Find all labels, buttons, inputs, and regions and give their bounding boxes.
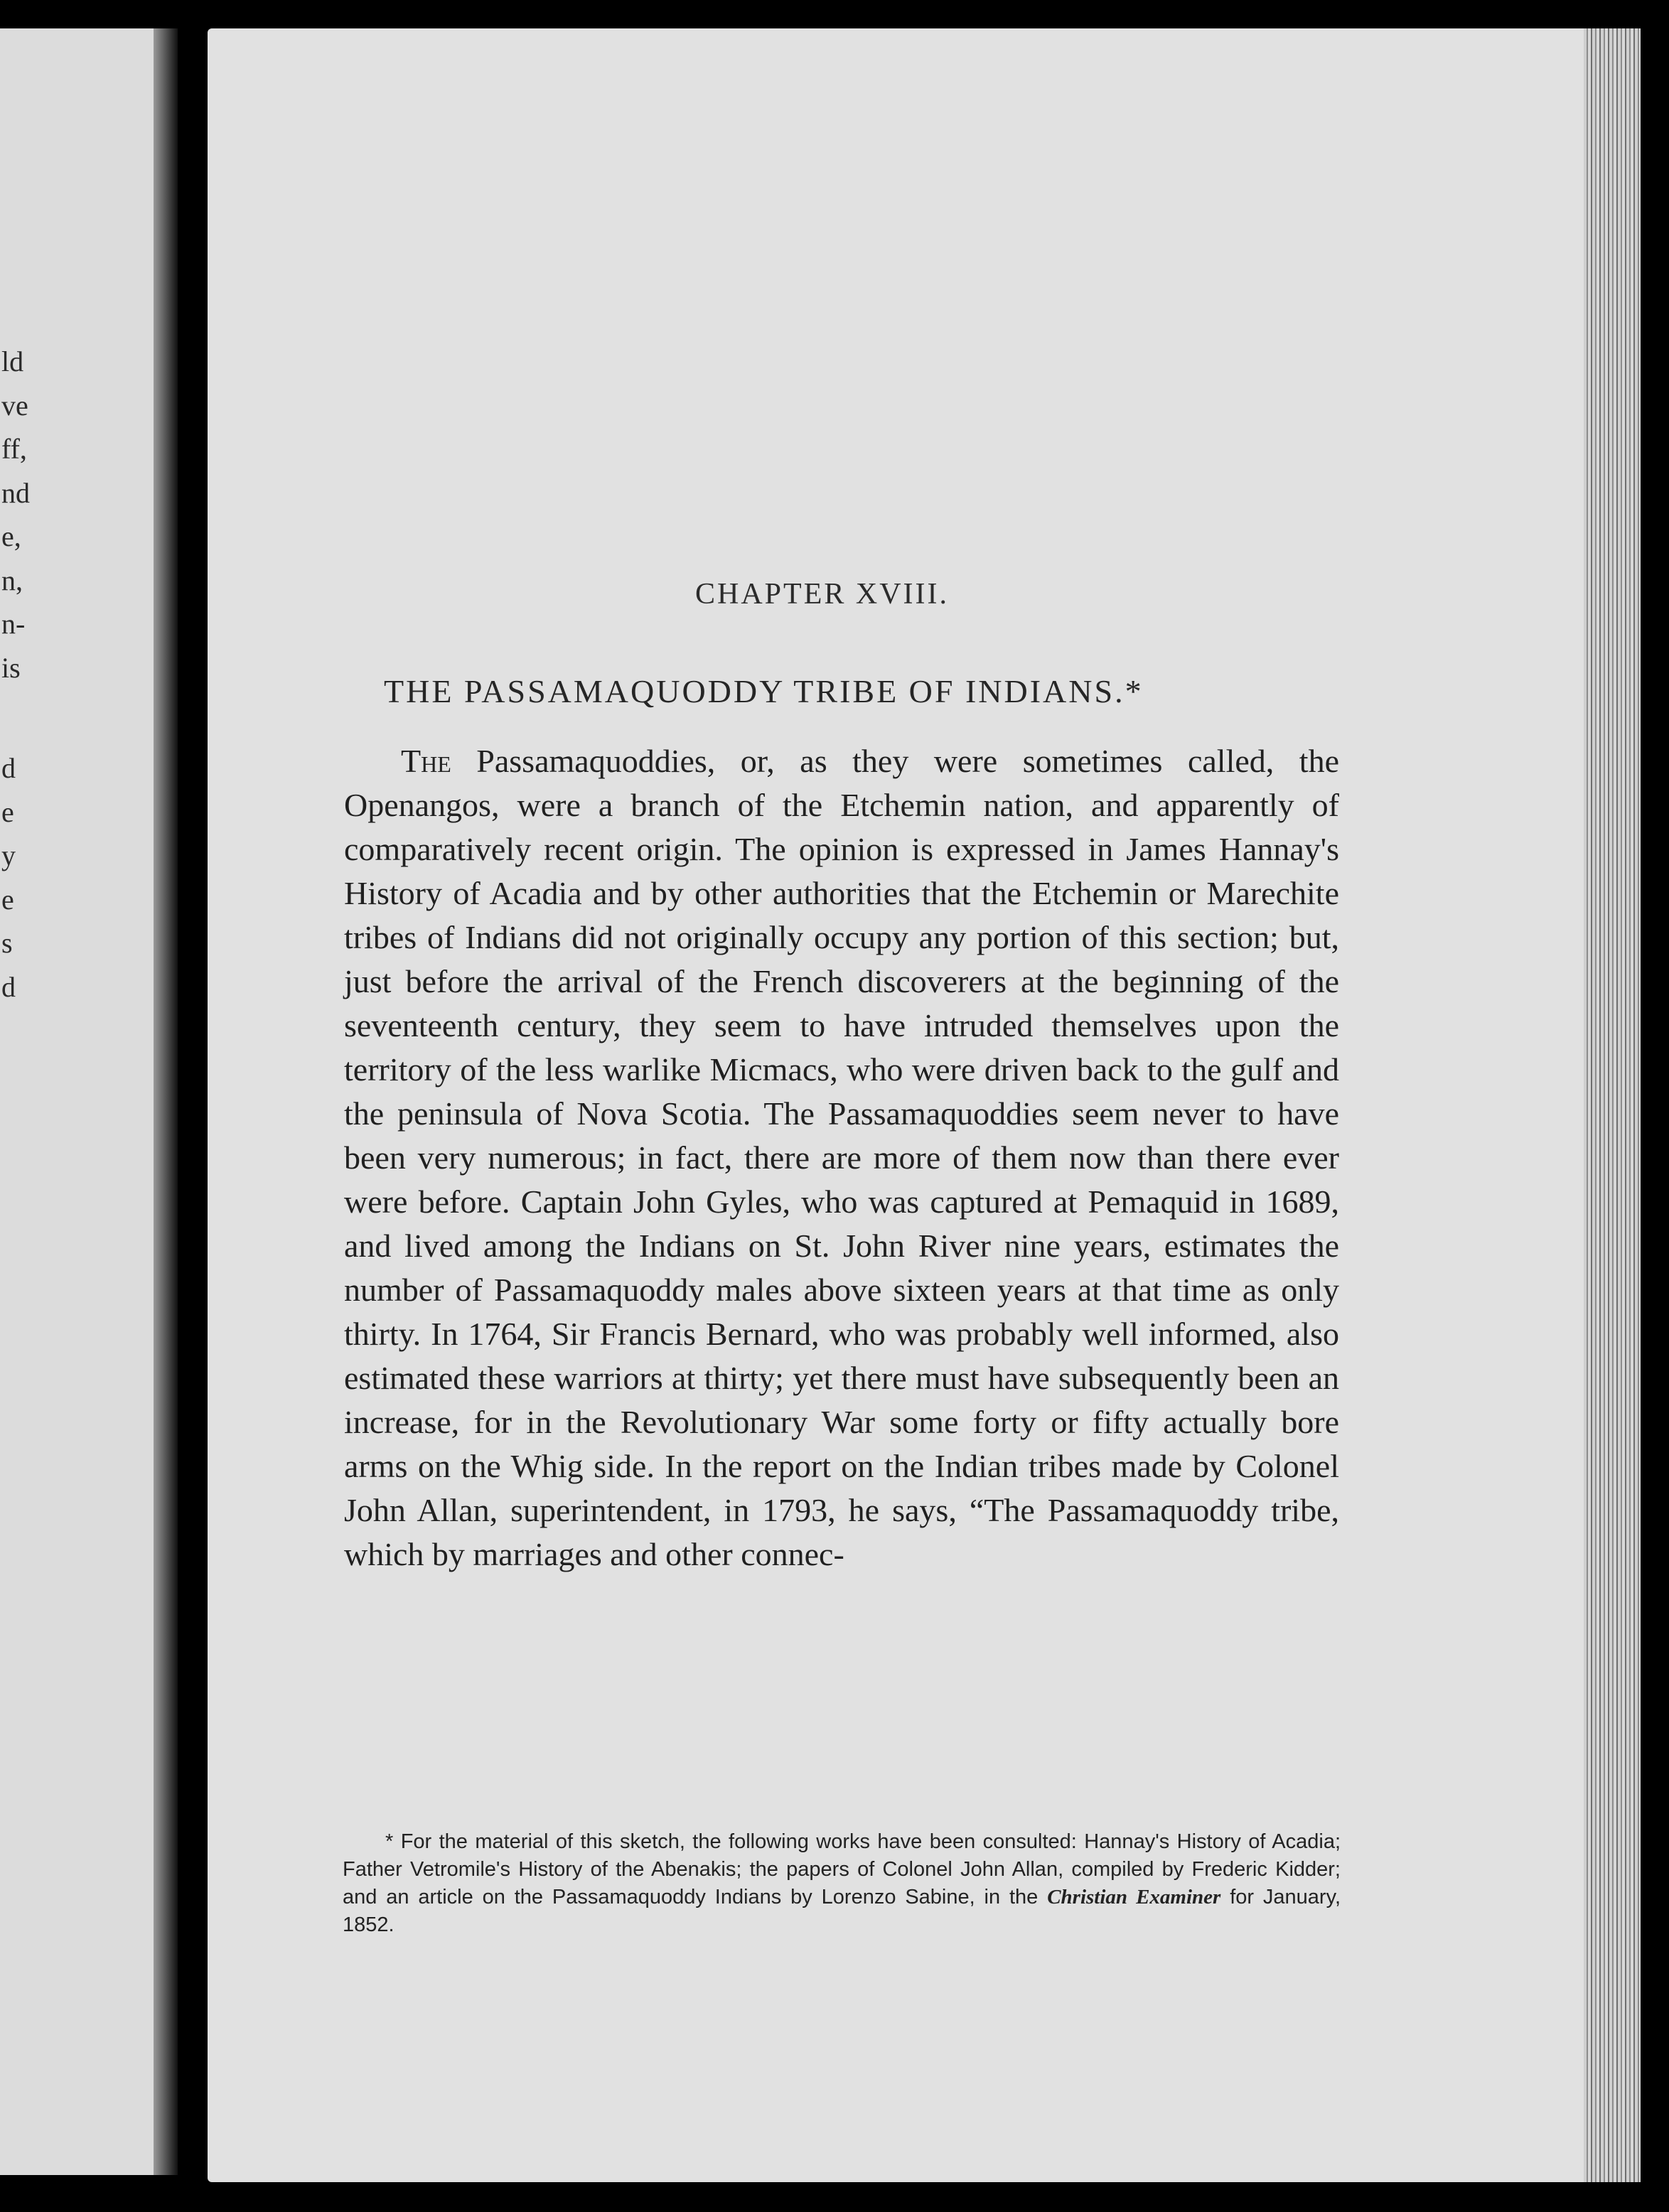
previous-page-text-fragments (1, 340, 144, 1009)
fragment: e (1, 795, 14, 828)
footnote-text-end: for January, 1852. (343, 1886, 1341, 1936)
fragment: is (1, 651, 21, 684)
fragment: d (1, 752, 16, 784)
fragment: ld (1, 345, 24, 377)
journal-title: Christian Examiner (1047, 1886, 1221, 1908)
fragment: e (1, 883, 14, 916)
page-edges (1584, 28, 1641, 2182)
footnote-text: * For the material of this sketch, the following works have been consulted: Hannay's History of Acadia; Father Vetromile's History of the Abenakis; the papers of Colonel John Allan, compiled by Frederic Kidder; and an article on the Passamaquoddy Indians by Lorenzo Sabine, in the (343, 1830, 1341, 1908)
fragment: d (1, 970, 16, 1003)
fragment: e, (1, 520, 21, 552)
fragment: nd (1, 476, 30, 509)
body-text: Passamaquoddies, or, as they were sometimes called, the Openangos, were a branch of the Etchemin nation, and apparently of comparatively recent origin. The opinion is expressed in James Hannay's History of Acadia and by other authorities that the Etchemin or Marechite tribes of Indians did not originally occupy any portion of this section; but, just before the arrival of the French discoverers at the beginning of the seventeenth century, they seem to have intruded themselves upon the territory of the less warlike Micmacs, who were driven back to the gulf and the peninsula of Nova Scotia. The Passamaquoddies seem never to have been very numerous; in fact, there are more of them now than there ever were before. Captain John Gyles, who was captured at Pemaquid in 1689, and lived among the Indians on St. John River nine years, estimates the number of Passamaquoddy males above sixteen years at that time as only thirty. In 1764, Sir Francis Bernard, who was probably well informed, also estimated these warriors at thirty; yet there must have subsequently been an increase, for in the Revolutionary War some forty or fifty actually bore arms on the Whig side. In the report on the Indian tribes made by Colonel John Allan, superintendent, in 1793, he says, “The Passamaquoddy tribe, which by marriages and other connec- (344, 743, 1339, 1572)
fragment: n- (1, 608, 26, 640)
book-gutter (154, 28, 178, 2175)
footnote (343, 1828, 1341, 1939)
fragment: n, (1, 564, 23, 596)
fragment: ff, (1, 433, 27, 465)
chapter-title: THE PASSAMAQUODDY TRIBE OF INDIANS.* (384, 673, 1144, 709)
lead-word: The (401, 743, 451, 779)
fragment: s (1, 927, 13, 959)
body-paragraph (344, 739, 1339, 1577)
fragment-gap (1, 689, 144, 746)
fragment: y (1, 839, 16, 871)
chapter-heading: CHAPTER XVIII. (695, 578, 949, 611)
fragment: ve (1, 389, 28, 422)
